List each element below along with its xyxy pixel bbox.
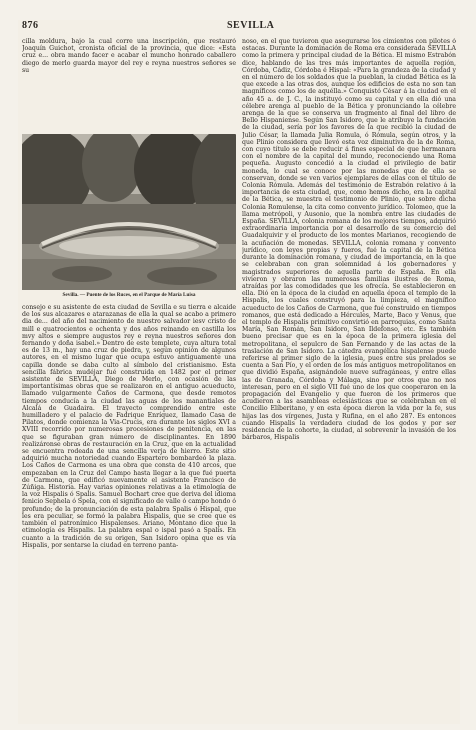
right-column-text: noso, en el que tuvieron que asegurarse los cimientos con pilotes ó estacas. Durante la dominación de Roma era considerada SEVILLA como la primera y principal ciudad de la Bética. El mismo Estrabón dice, hablando de las tres más importantes de aquella región, Córdoba, Cádiz, Córdoba é Hispal: «Para la grandeza de la ciudad y en el número de los soldados que la pueblan, la ciudad Bética es la que excede a las otras dos, aunque los edificios de esta no son tan magníficos como los de aquélla.» Conquistó César á la ciudad en el año 45 a. de J. C., la instituyó como su capital y en ella dió una célebre arenga al pueblo de la Bética y pronunciando la célebre arenga de la que se conserva un fragmento al final del libro de Bello Hispaniense. Según San Isidoro, que le atribuye la fundación de la ciudad, sería por los favores de la que recibió la ciudad de Julio César, la llamada Julia Romula, ó Rómula, según otros, y la que Plinio considera que llevó esta voz diminutiva de la de Roma, con cuyo título se debe reducir á fines especial de que hermanara con el nombre de la capital del mundo, reconociendo una Roma pequeña. Augusto concedió a la ciudad el privilegio de batir moneda, lo cual se conoce por las monedas que de ella se conservan, donde se ven varios ejemplares de ellas con el título de Colonia Rómula. Además del testimonio de Estrabón relativo á la importancia de esta ciudad, que, como hemos dicho, era la capital de la Bética, se muestra el testimonio de Plinio, que sobre dicha Colonia Romulense, la cita como convento jurídico. Tolomeo, que la llama metrópoli, y Ausonio, que la nombra entre las ciudades de España. SEVILLA, colonia romana de los mejores tiempos, adquirió extraordinaria importancia por el desarrollo de su comercio del Guadalquivir y el producto de los montes Marianos, recogiendo de la acuñación de monedas. SEVILLA, colonia romana y convento jurídico, con leyes propias y fueros, fué la capital de la Bética durante la dominación romana, y ciudad de importancia, en la que se celebraban con gran solemnidad á los gobernadores y magistrados superiores de aquella parte de España. En ella vivieron y obraron las numerosas familias ilustres de Roma, atraídas por las comodidades que les ofrecía. Se establecieron en ella. Dió en la época de la ciudad en aquella época el templo de la Hispalis, los cuales construyó para la limpieza, el magnífico acueducto de los Caños de Carmona, que fué construido en tiempos romanos, que está dedicado a Hércules, Marte, Baco y Venus, que el templo de Hispalis primitivo convirtió en parroquias, como Santa María, San Román, San Isidoro, San Ildefonso, etc. Es también bueno precisar que es en la época de la primera iglesia del metropolitana, el sepulcro de San Fernando y de las actas de la traslación de San Isidoro. La cátedra evangélica hispalense puede referirse al primer siglo de la iglesia, pues entre sus prelados se cuenta a San Pío, y el orden de los más antiguos metropolitanos en que dividió España, asignándole nueve sufragáneas, y entre ellas las de Granada, Córdoba y Málaga, sino por otros que no nos interesan, pero en el siglo VII fué uno de los que cooperaron en la propagación del Evangelio y que fueron de los primeros que acudieron a las asambleas eclesiásticas que se celebraban en el Concilio Elíberitano, y en esta época dieron la vida por la fe, sus hijas las dos vírgenes, Justa y Rufina, en el año 287. Es entonces cuando Hispalis la verdadera ciudad de los godos y por ser residencia de la cohorte, la ciudad, al sobrevenir la invasión de los bárbaros, Hispalis: [242, 38, 456, 442]
page-title: SEVILLA: [227, 20, 275, 31]
document-page: [18, 20, 460, 724]
park-photograph: [22, 134, 236, 290]
running-header: [22, 20, 458, 34]
left-column-top-text: cilla moldura, bajo la cual corre una inscripción, que restauró Joaquín Guichot, cronista oficial de la provincia, que dice: «Esta cruz e... obra mando facer e acabar el muncho honrado caballero diego de merlo guarda mayor del rey e reyna nuestros señores se su: [22, 38, 236, 74]
photo-caption: Sevilla. — Puente de los Ruces, en el Parque de María Luisa: [62, 292, 196, 298]
page-number: 876: [22, 20, 39, 31]
park-photo-illustration: [22, 134, 236, 290]
left-column-bottom-text: consejo e su asistente de esta ciudad de Sevilla e su tierra e alcaide de los sus alcazares e atarazanas de ella la qual se acabo a primero dia de... del año del nacimiento de nuestro salvador iesv cristo de mill e quatrocientos e ochenta y dos años reinando en castilla los mvy altos e siempre augustos rey e reyna nuestros señores don fernando y doña isabel.» Dentro de este templete, cuya altura total es de 13 m., hay una cruz de piedra, y, según opinión de algunos autores, en el mismo lugar que ocupa estuvo antiguamente una capilla donde se daba culto al símbolo del cristianismo. Esta sencilla fábrica mudéjar fué construida en 1482 por el primer asistente de SEVILLA, Diego de Merlo, con ocasión de las importantísimas obras que se realizaron en el antiguo acueducto, llamado vulgarmente Caños de Carmona, que desde remotos tiempos conducía a la ciudad las aguas de los manantiales de Alcalá de Guadaira. El trayecto comprendido entre este humilladero y el palacio de Fadrique Enríquez, llamado Casa de Pilatos, donde comienza la Via-Crucis, era durante los siglos XVI a XVIII recorrido por numerosas procesiones de penitencia, en las que se figuraban gran número de disciplinantes. En 1890 realizáronse obras de restauración en la Cruz, que en la actualidad se encuentra rodeada de una sencilla verja de hierro. Este sitio adquirió mucha notoriedad cuando Espartero bombardeó la plaza. Los Caños de Carmona es una obra que consta de 410 arcos, que empezaban en la Cruz del Campo hasta llegar a la que fué puerta de Carmona, que edificó nuevamente el asistente Francisco de Zúñiga. Historia. Hay varias opiniones relativas a la etimología de la voz Hispalis ó Spalis. Samuel Bochart cree que deriva del idioma fenicio Sephela ó Spela, con el significado de valle ó campo hondo ó profundo; de la pronunciación de esta palabra Spalis ó Hispal, que les era peculiar, se formó la palabra Hispalis, que se cree que es también el patronímico Hispalenses. Ariano, Montano dice que la etimología es Hispalis. La palabra espal o ispal pasó a Spalis. En cuanto a la tradición de su origen, San Isidoro opina que es vía Hispalis, por sentarse la ciudad en terreno panta-: [22, 304, 236, 549]
